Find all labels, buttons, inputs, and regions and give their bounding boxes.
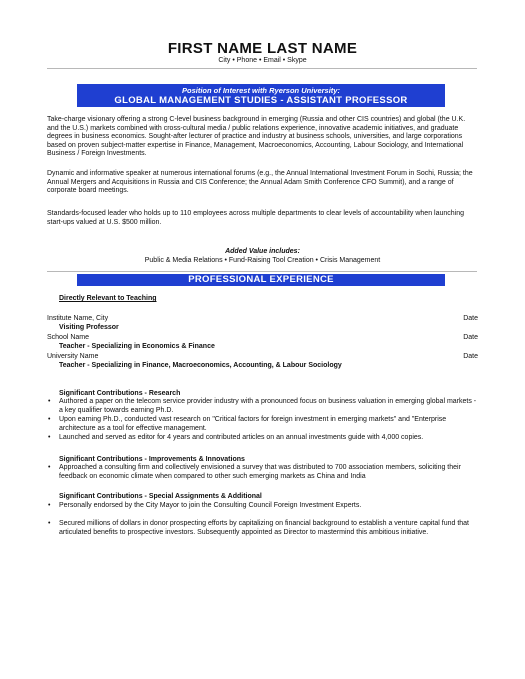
position-banner-label: Position of Interest with Ryerson University:: [182, 86, 340, 95]
job-date: Date: [463, 353, 478, 360]
experience-section-title: PROFESSIONAL EXPERIENCE: [77, 274, 445, 286]
job-date: Date: [463, 315, 478, 322]
job-date: Date: [463, 334, 478, 341]
added-value-title: Added Value includes:: [225, 248, 300, 255]
candidate-name: FIRST NAME LAST NAME: [167, 40, 358, 57]
job-title: Visiting Professor: [59, 324, 119, 331]
summary-paragraph-3: Standards-focused leader who holds up to 110 employees across multiple departments to clear levels of accountability when launching start-ups valued at U.S. $500 million.: [47, 210, 464, 226]
research-bullets: [47, 398, 477, 444]
position-banner-title: GLOBAL MANAGEMENT STUDIES - ASSISTANT PROFESSOR: [114, 95, 408, 106]
header-divider: [47, 68, 477, 69]
special-bullets-continued: [47, 520, 477, 538]
summary-paragraph-1: Take-charge visionary offering a strong C-level business background in emerging (Russia and other CIS countries) and global (the U.K. and the U.S.) markets combined with cross-cultural media / public relations experience, innovative academic initiatives, and graduate degrees in business economics. Sought-after lecturer of practice and industry at business schools, universities, and large corporations based on proven subject-matter expertise in Finance, Management, Macroeconomics, Accounting, Labour Sociology, and International Business / Foreign Investments.: [47, 116, 466, 158]
added-value-items: Public & Media Relations • Fund-Raising Tool Creation • Crisis Management: [144, 257, 381, 264]
contributions-heading-special: Significant Contributions - Special Assignments & Additional: [59, 493, 262, 500]
contact-line: City • Phone • Email • Skype: [218, 57, 307, 64]
section-divider: [47, 271, 477, 272]
job-row: [47, 352, 478, 361]
job-title: Teacher - Specializing in Finance, Macroeconomics, Accounting, & Labour Sociology: [59, 362, 342, 369]
job-org: School Name: [47, 334, 90, 341]
job-row: [47, 314, 478, 323]
job-org: Institute Name, City: [47, 315, 109, 322]
special-bullets: [47, 502, 477, 512]
innovation-bullets: [47, 464, 477, 482]
experience-subheading: Directly Relevant to Teaching: [59, 295, 157, 302]
position-banner: [77, 84, 445, 107]
list-item: • Approached a consulting firm and collectively envisioned a survey that was distributed to 700 association members, soliciting their feedback on economic climate when compared to other such emerging markets as China and India: [47, 464, 477, 481]
list-item: • Upon earning Ph.D., conducted vast research on "Critical factors for foreign investment in emerging markets" and "Enterprise architecture as a tool for effective management.: [47, 416, 477, 433]
list-item: • Launched and served as editor for 4 years and contributed articles on an annual investments guide with 4,000 copies.: [47, 434, 477, 443]
job-title: Teacher - Specializing in Economics & Finance: [59, 343, 215, 350]
list-item: • Personally endorsed by the City Mayor to join the Consulting Council Foreign Investment Experts.: [47, 502, 477, 511]
contributions-heading-innovations: Significant Contributions - Improvements & Innovations: [59, 456, 245, 463]
summary-paragraph-2: Dynamic and informative speaker at numerous international forums (e.g., the Annual International Investment Forum in Sochi, Russia; the Annual Mergers and Acquisitions in Russia and CIS Conference; the Annual Adam Smith Conference CFO Summit), and a range of corporate board meetings.: [47, 170, 473, 195]
list-item: • Authored a paper on the telecom service provider industry with a pronounced focus on business valuation in emerging global markets - a key qualifier towards earning Ph.D.: [47, 398, 477, 415]
contributions-heading-research: Significant Contributions - Research: [59, 390, 181, 397]
list-item: • Secured millions of dollars in donor prospecting efforts by capitalizing on financial background to establish a venture capital fund that articulated benefits to prospective investors. Subsequently appointed as Director to mastermind this ambitious initiative.: [47, 520, 477, 537]
job-org: University Name: [47, 353, 99, 360]
job-row: [47, 333, 478, 342]
